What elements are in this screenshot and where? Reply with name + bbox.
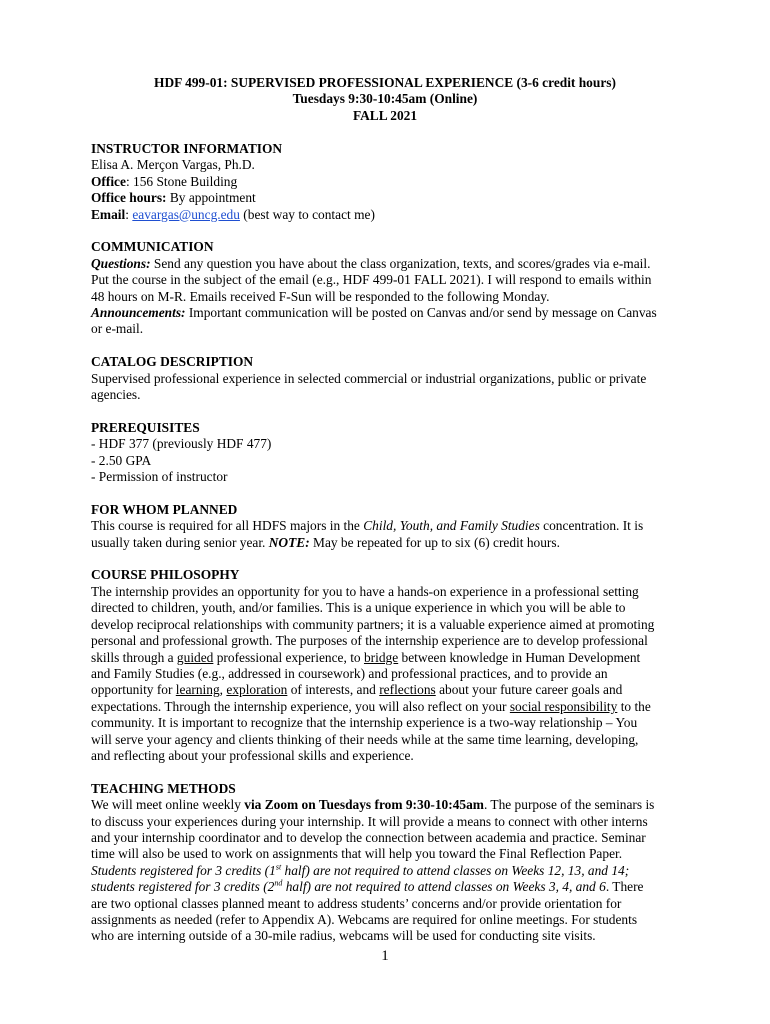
note-label: NOTE: [268, 534, 310, 550]
philosophy-text: , [219, 682, 227, 698]
teaching-text: half) are not required to attend classes on Weeks 12, 13, and 14; [281, 862, 630, 878]
teaching-heading: TEACHING METHODS [91, 780, 236, 796]
philosophy-line: community. It is important to recognize that the internship experience is a two-way relationship – You [91, 715, 638, 731]
prerequisite-item: - 2.50 GPA [91, 452, 152, 468]
announcements-label: Announcements: [91, 305, 186, 321]
catalog-line-2: agencies. [91, 387, 141, 403]
teaching-line: are two optional classes planned meant to address students’ concerns and/or provide orientation for [91, 895, 622, 911]
underlined-term: learning [175, 682, 220, 698]
planned-text: usually taken during senior year. [91, 534, 269, 550]
underlined-term: guided [176, 649, 214, 665]
philosophy-text: between knowledge in Human Development [398, 649, 641, 665]
philosophy-text: opportunity for [91, 682, 176, 698]
office-hours-label: Office hours: [91, 190, 167, 206]
planned-text: This course is required for all HDFS majors in the [91, 518, 364, 534]
office-hours-value: By appointment [166, 190, 256, 206]
catalog-heading: CATALOG DESCRIPTION [91, 354, 254, 370]
prerequisite-item: - HDF 377 (previously HDF 477) [91, 436, 272, 452]
teaching-line: assignments as needed (refer to Appendix A). Webcams are required for online meetings. For students [91, 912, 638, 927]
philosophy-line: The internship provides an opportunity for you to have a hands-on experience in a professional setting [91, 583, 639, 599]
underlined-term: reflections [379, 682, 436, 698]
philosophy-text: of interests, and [287, 682, 380, 698]
philosophy-line [91, 650, 691, 666]
teaching-section [91, 781, 691, 945]
teaching-line: who are interning outside of a 30-mile radius, webcams will be used for conducting site visits. [91, 928, 596, 944]
teaching-text: Students registered for 3 credits (1 [91, 862, 276, 878]
office-line [91, 174, 691, 190]
ordinal-suffix: st [275, 862, 282, 872]
email-link[interactable]: eavargas@uncg.edu [132, 206, 240, 222]
planned-heading: FOR WHOM PLANNED [91, 501, 238, 517]
underlined-term: exploration [226, 682, 288, 698]
teaching-text: We will meet online weekly [91, 797, 245, 813]
philosophy-text: professional experience, to [213, 649, 364, 665]
catalog-line-1: Supervised professional experience in selected commercial or industrial organizations, public or private [91, 370, 647, 386]
course-title: HDF 499-01: SUPERVISED PROFESSIONAL EXPERIENCE (3-6 credit hours) [154, 75, 616, 90]
announcements-text-1: Important communication will be posted on Canvas and/or send by message on Canvas [185, 305, 657, 321]
teaching-line: time will also be used to work on assignments that will help you toward the Final Reflection Paper. [91, 846, 623, 862]
philosophy-heading: COURSE PHILOSOPHY [91, 567, 240, 583]
email-note: (best way to contact me) [239, 206, 375, 222]
underlined-term: social responsibility [509, 698, 618, 714]
course-schedule: Tuesdays 9:30-10:45am (Online) [292, 91, 478, 107]
philosophy-line: personal and professional growth. The purposes of the internship experience are to develop professional [91, 633, 648, 649]
philosophy-text: about your future career goals and [435, 682, 623, 698]
announcements-line-1 [91, 305, 691, 321]
planned-section [91, 502, 691, 551]
philosophy-text: expectations. Through the internship experience, you will also reflect on your [91, 698, 510, 714]
philosophy-line: develop reciprocal relationships with community partners; it is a valuable experience aimed at promoting [91, 616, 655, 632]
teaching-text: students registered for 3 credits (2 [91, 879, 275, 895]
philosophy-text: skills through a [91, 649, 177, 665]
ordinal-suffix: nd [274, 878, 283, 888]
prerequisite-item: - Permission of instructor [91, 469, 228, 485]
teaching-text: . The purpose of the seminars is [483, 797, 655, 813]
email-line [91, 207, 691, 223]
teaching-line [91, 797, 691, 813]
planned-line-1 [91, 518, 691, 534]
teaching-line: and your internship coordinator and to develop the connection between academia and practice. Seminar [91, 829, 646, 845]
teaching-text: half) are not required to attend classes on Weeks 3, 4, and 6 [282, 879, 606, 895]
office-label: Office [91, 173, 126, 189]
announcements-line-2: or e-mail. [91, 321, 144, 337]
questions-text-1: Send any question you have about the class organization, texts, and scores/grades via e-mail. [150, 255, 651, 271]
philosophy-line [91, 699, 691, 715]
instructor-name: Elisa A. Merçon Vargas, Ph.D. [91, 157, 255, 173]
planned-text: concentration. It is [539, 518, 644, 534]
page-number: 1 [381, 948, 389, 964]
teaching-text: . There [605, 879, 644, 895]
communication-section [91, 239, 691, 337]
teaching-line: to discuss your experiences during your internship. It will provide a means to connect with other interns [91, 813, 648, 829]
email-separator: : [125, 206, 133, 222]
email-label: Email [91, 206, 126, 222]
philosophy-line: directed to children, youth, and/or families. This is a unique experience in which you will be able to [91, 600, 626, 616]
office-hours-line [91, 190, 691, 206]
document-body [91, 141, 691, 961]
questions-line-2: Put the course in the subject of the email (e.g., HDF 499-01 FALL 2021). I will respond to emails within [91, 272, 652, 288]
document-header [0, 75, 770, 124]
underlined-term: bridge [363, 649, 399, 665]
instructor-section [91, 141, 691, 223]
questions-line-1 [91, 256, 691, 272]
planned-text: May be repeated for up to six (6) credit hours. [309, 534, 560, 550]
prerequisites-heading: PREREQUISITES [91, 419, 200, 435]
office-value: : 156 Stone Building [125, 173, 238, 189]
teaching-line [91, 863, 691, 879]
philosophy-line [91, 682, 691, 698]
instructor-heading: INSTRUCTOR INFORMATION [91, 141, 283, 156]
philosophy-line: will serve your agency and clients thinking of their needs while at the same time learning, developing, [91, 731, 639, 747]
philosophy-line: and reflecting about your professional skills and experience. [91, 747, 414, 763]
catalog-section [91, 354, 691, 403]
philosophy-text: to the [617, 698, 651, 714]
questions-label: Questions: [91, 255, 151, 271]
prerequisites-section [91, 420, 691, 486]
communication-heading: COMMUNICATION [91, 239, 214, 255]
planned-line-2 [91, 535, 691, 551]
teaching-line [91, 879, 691, 895]
concentration-name: Child, Youth, and Family Studies [363, 518, 540, 534]
meeting-time: via Zoom on Tuesdays from 9:30-10:45am [244, 797, 484, 813]
questions-line-3: 48 hours on M-R. Emails received F-Sun will be responded to the following Monday. [91, 288, 550, 304]
philosophy-line: and Family Studies (e.g., addressed in coursework) and professional practices, and to provide an [91, 665, 608, 681]
course-term: FALL 2021 [352, 107, 418, 123]
philosophy-section [91, 567, 691, 764]
